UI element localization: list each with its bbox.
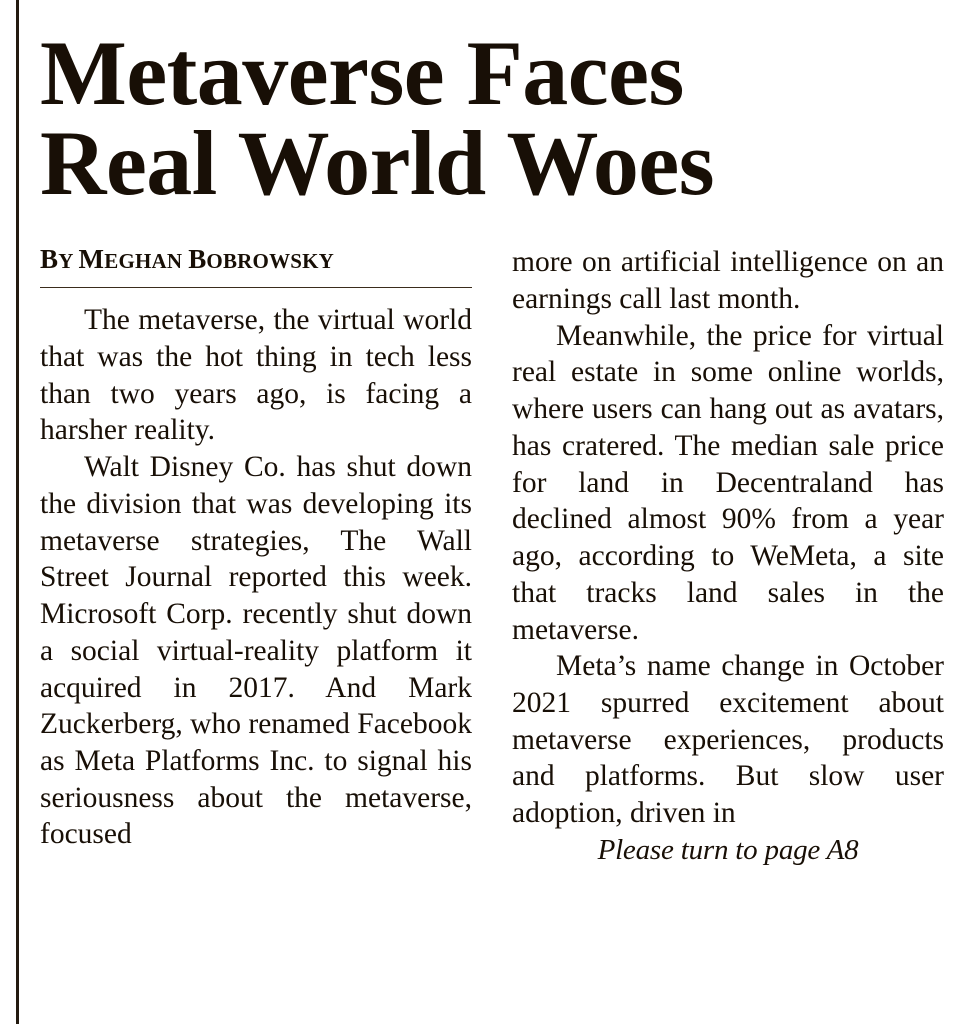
- headline-line-2: Real World Woes: [40, 112, 715, 215]
- paragraph: Walt Disney Co. has shut down the division that was developing its metaverse strategies, The Wall Street Journal reported this week. Microsoft Corp. recently shut down a social virtual-reality platform it acquired in 2017. And Mark Zuckerberg, who renamed Facebook as Meta Platforms Inc. to signal his seriousness about the metaverse, focused: [40, 451, 472, 851]
- byline-author: MEGHAN BOBROWSKY: [78, 244, 335, 275]
- column-divider-rule: [16, 0, 19, 1024]
- paragraph: more on artificial intelligence on an earnings call last month.: [512, 246, 944, 316]
- article-column-left: [40, 244, 472, 868]
- page-title: [30, 0, 941, 215]
- article-column-right: [512, 244, 944, 868]
- headline-line-1: Metaverse Faces: [40, 22, 684, 124]
- paragraph: Meanwhile, the price for virtual real estate in some online worlds, where users can hang out as avatars, has cratered. The median sale price for land in Decentraland has declined almost 90% from a year ago, according to WeMeta, a site that tracks land sales in the metaverse.: [512, 319, 944, 646]
- byline-prefix: BY: [40, 244, 74, 275]
- byline: [40, 244, 472, 275]
- continuation-note: Please turn to page A8: [597, 833, 859, 866]
- paragraph: The metaverse, the virtual world that was the hot thing in tech less than two years ago, is facing a harsher reality.: [40, 304, 472, 447]
- paragraph: Meta’s name change in October 2021 spurred excitement about metaverse experiences, products and platforms. But slow user adoption, driven in: [512, 650, 944, 830]
- byline-divider: [40, 287, 472, 288]
- article-columns: [30, 208, 944, 868]
